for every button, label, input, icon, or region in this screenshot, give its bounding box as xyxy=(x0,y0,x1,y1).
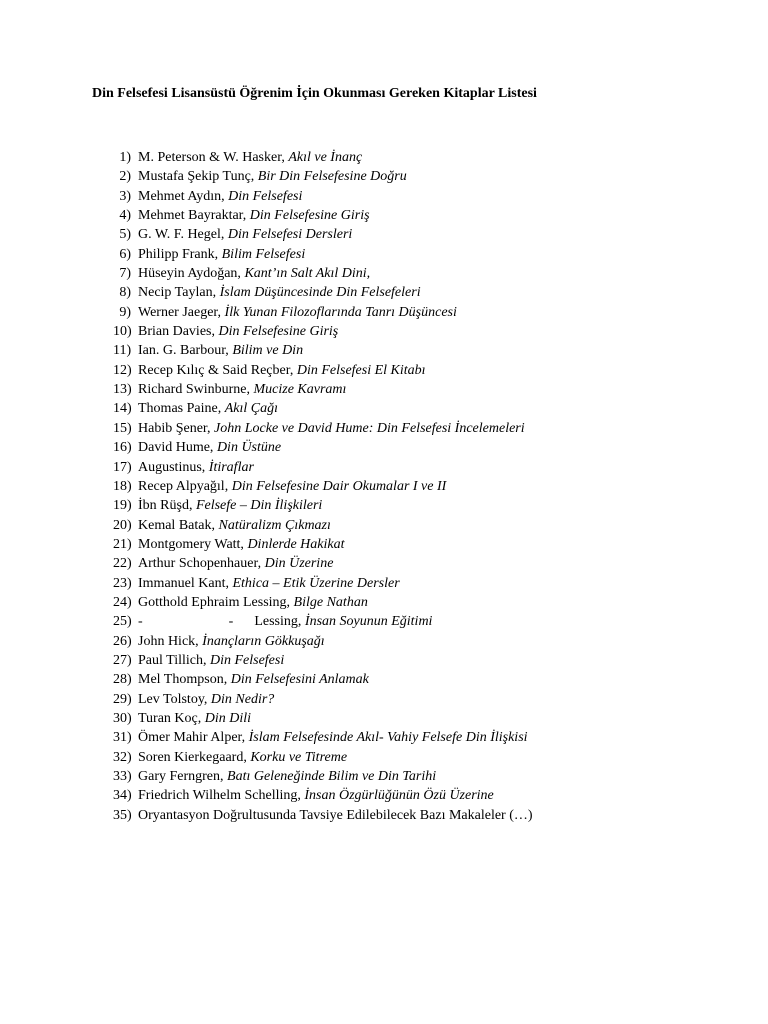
list-item-work-title: İnançların Gökkuşağı xyxy=(202,633,325,649)
list-item xyxy=(113,322,533,341)
list-item-work-title: Akıl Çağı xyxy=(224,401,278,417)
list-item-number: 16) xyxy=(113,440,132,456)
list-item-number: 26) xyxy=(113,633,132,649)
list-item-author: Soren Kierkegaard, xyxy=(138,749,247,765)
list-item-author: Augustinus, xyxy=(138,459,206,475)
list-item-work-title: Kant’ın Salt Akıl Dini, xyxy=(244,266,371,282)
list-item-number: 29) xyxy=(113,691,132,707)
list-item-number: 14) xyxy=(113,401,132,417)
list-item xyxy=(113,399,533,418)
list-item xyxy=(113,786,533,805)
list-item-number: 5) xyxy=(119,227,131,243)
list-item-number: 28) xyxy=(113,672,132,688)
book-list xyxy=(113,148,533,825)
list-item-author: Necip Taylan, xyxy=(138,285,217,301)
list-item-number: 23) xyxy=(113,575,132,591)
list-item-number: 6) xyxy=(119,246,131,262)
list-item-author: Richard Swinburne, xyxy=(138,382,250,398)
list-item-number: 13) xyxy=(113,382,132,398)
list-item-number: 31) xyxy=(113,730,132,746)
list-item-author: Oryantasyon Doğrultusunda Tavsiye Edilebilecek Bazı Makaleler (…) xyxy=(138,807,533,823)
list-item-work-title: Din Dili xyxy=(204,710,252,726)
list-item-author: Mehmet Aydın, xyxy=(138,188,225,204)
list-item xyxy=(113,574,533,593)
list-item xyxy=(113,419,533,438)
list-item-number: 24) xyxy=(113,594,132,610)
list-item-work-title: Dinlerde Hakikat xyxy=(247,536,345,552)
list-item xyxy=(113,303,533,322)
list-item-work-title: Din Felsefesi Dersleri xyxy=(227,227,353,243)
list-item-number: 19) xyxy=(113,498,132,514)
list-item xyxy=(113,438,533,457)
list-item xyxy=(113,477,533,496)
list-item-author: Turan Koç, xyxy=(138,710,202,726)
list-item xyxy=(113,709,533,728)
list-item xyxy=(113,670,533,689)
list-item-author: Habib Şener, xyxy=(138,420,211,436)
list-item-work-title: Din Felsefesi xyxy=(228,188,303,204)
list-item-number: 33) xyxy=(113,769,132,784)
list-item-number: 17) xyxy=(113,459,132,475)
list-item xyxy=(113,341,533,360)
list-item xyxy=(113,632,533,651)
list-item-work-title: İlk Yunan Filozoflarında Tanrı Düşüncesi xyxy=(224,304,457,320)
list-item-work-title: Ethica – Etik Üzerine Dersler xyxy=(232,575,400,591)
list-item xyxy=(113,458,533,477)
list-item-number: 10) xyxy=(113,324,132,340)
list-item-number: 9) xyxy=(119,304,131,320)
list-item-number: 2) xyxy=(119,169,131,185)
list-item-work-title: İnsan Soyunun Eğitimi xyxy=(304,614,433,630)
list-item-number: 15) xyxy=(113,420,132,436)
list-item-number: 32) xyxy=(113,749,132,765)
list-item-author: Gary Ferngren, xyxy=(138,769,224,784)
list-item-work-title: Mucize Kavramı xyxy=(253,382,347,398)
list-item-work-title: Batı Geleneğinde Bilim ve Din Tarihi xyxy=(227,769,437,784)
list-item xyxy=(113,593,533,612)
list-item xyxy=(113,748,533,767)
list-item xyxy=(113,167,533,186)
list-item-author: Paul Tillich, xyxy=(138,652,207,668)
list-item-work-title: Din Felsefesini Anlamak xyxy=(230,672,369,688)
list-item-number: 34) xyxy=(113,788,132,804)
list-item-author: Lev Tolstoy, xyxy=(138,691,208,707)
list-item xyxy=(113,767,533,786)
list-item-author-tail: Lessing, xyxy=(254,614,302,630)
list-item xyxy=(113,651,533,670)
list-item-work-title: Bilim Felsefesi xyxy=(221,246,306,262)
list-item-author: Brian Davies, xyxy=(138,324,215,340)
list-item-number: 35) xyxy=(113,807,132,823)
list-item-author: Recep Kılıç & Said Reçber, xyxy=(138,362,294,378)
list-item-author: Philipp Frank, xyxy=(138,246,219,262)
list-item-work-title: Din Felsefesine Dair Okumalar I ve II xyxy=(231,478,447,494)
list-item-work-title: Akıl ve İnanç xyxy=(288,150,363,165)
list-item-author: - xyxy=(138,614,143,630)
list-item-work-title: Felsefe – Din İlişkileri xyxy=(195,498,323,514)
list-item-number: 8) xyxy=(119,285,131,301)
list-item-author: Hüseyin Aydoğan, xyxy=(138,266,241,282)
list-item-author: Werner Jaeger, xyxy=(138,304,222,320)
list-item-work-title: İslam Düşüncesinde Din Felsefeleri xyxy=(219,285,421,301)
list-item-number: 18) xyxy=(113,478,132,494)
list-item-work-title: Din Felsefesine Giriş xyxy=(249,208,370,224)
list-item-work-title: İslam Felsefesinde Akıl- Vahiy Felsefe Din İlişkisi xyxy=(248,730,528,746)
list-item-number: 11) xyxy=(113,343,132,359)
list-item-author-dash: - xyxy=(228,614,234,630)
list-item-author: M. Peterson & W. Hasker, xyxy=(138,150,285,165)
list-item-author: Mehmet Bayraktar, xyxy=(138,208,247,224)
list-item-work-title: Din Felsefesi xyxy=(209,652,285,668)
list-item-work-title: İtiraflar xyxy=(208,459,254,475)
list-item-work-title: Din Felsefesi El Kitabı xyxy=(296,362,426,378)
list-item-number: 3) xyxy=(119,188,131,204)
list-item-author: Arthur Schopenhauer, xyxy=(138,556,262,572)
list-item-work-title: Bir Din Felsefesine Doğru xyxy=(257,169,407,185)
list-item-number: 30) xyxy=(113,710,132,726)
list-item-number: 21) xyxy=(113,536,132,552)
list-item-work-title: Bilge Nathan xyxy=(293,594,368,610)
list-item-number: 22) xyxy=(113,556,132,572)
list-item-work-title: Din Nedir? xyxy=(210,691,275,707)
list-item-number: 20) xyxy=(113,517,132,533)
list-item xyxy=(113,380,533,399)
list-item xyxy=(113,187,533,206)
list-item xyxy=(113,516,533,535)
list-item xyxy=(113,206,533,225)
list-item xyxy=(113,148,533,167)
list-item xyxy=(113,690,533,709)
list-item xyxy=(113,245,533,264)
list-item xyxy=(113,612,533,631)
list-item-author: David Hume, xyxy=(138,440,214,456)
list-item-number: 25) xyxy=(113,614,132,630)
list-item-author: Mel Thompson, xyxy=(138,672,228,688)
list-item-author: Friedrich Wilhelm Schelling, xyxy=(138,788,301,804)
list-item-author: Kemal Batak, xyxy=(138,517,215,533)
list-item xyxy=(113,554,533,573)
list-item-author: Mustafa Şekip Tunç, xyxy=(138,169,255,185)
list-item-author: Ömer Mahir Alper, xyxy=(138,730,246,746)
list-item xyxy=(113,728,533,747)
document-title: Din Felsefesi Lisansüstü Öğrenim İçin Okunması Gereken Kitaplar Listesi xyxy=(92,86,537,101)
list-item-author: Ian. G. Barbour, xyxy=(138,343,229,359)
list-item xyxy=(113,806,533,825)
list-item-author: Thomas Paine, xyxy=(138,401,222,417)
list-item-author: Gotthold Ephraim Lessing, xyxy=(138,594,291,610)
list-item xyxy=(113,283,533,302)
list-item xyxy=(113,535,533,554)
list-item-number: 4) xyxy=(119,208,131,224)
list-item-work-title: Din Felsefesine Giriş xyxy=(218,324,339,340)
list-item-work-title: Bilim ve Din xyxy=(232,343,304,359)
list-item-number: 1) xyxy=(119,150,131,165)
list-item xyxy=(113,361,533,380)
list-item-work-title: Korku ve Titreme xyxy=(250,749,348,765)
list-item-number: 27) xyxy=(113,652,132,668)
list-item-work-title: John Locke ve David Hume: Din Felsefesi İncelemeleri xyxy=(214,420,525,436)
list-item-work-title: İnsan Özgürlüğünün Özü Üzerine xyxy=(304,788,494,804)
list-item-author: John Hick, xyxy=(138,633,199,649)
list-item-work-title: Din Üzerine xyxy=(264,556,334,572)
list-item-author: Recep Alpyağıl, xyxy=(138,478,229,494)
list-item xyxy=(113,496,533,515)
list-item xyxy=(113,225,533,244)
list-item-work-title: Natüralizm Çıkmazı xyxy=(218,517,331,533)
list-item-number: 12) xyxy=(113,362,132,378)
list-item-author: Immanuel Kant, xyxy=(138,575,229,591)
list-item-author: G. W. F. Hegel, xyxy=(138,227,225,243)
list-item-number: 7) xyxy=(119,266,131,282)
list-item-work-title: Din Üstüne xyxy=(216,440,282,456)
list-item-author: İbn Rüşd, xyxy=(138,498,193,514)
list-item-author: Montgomery Watt, xyxy=(138,536,244,552)
list-item xyxy=(113,264,533,283)
